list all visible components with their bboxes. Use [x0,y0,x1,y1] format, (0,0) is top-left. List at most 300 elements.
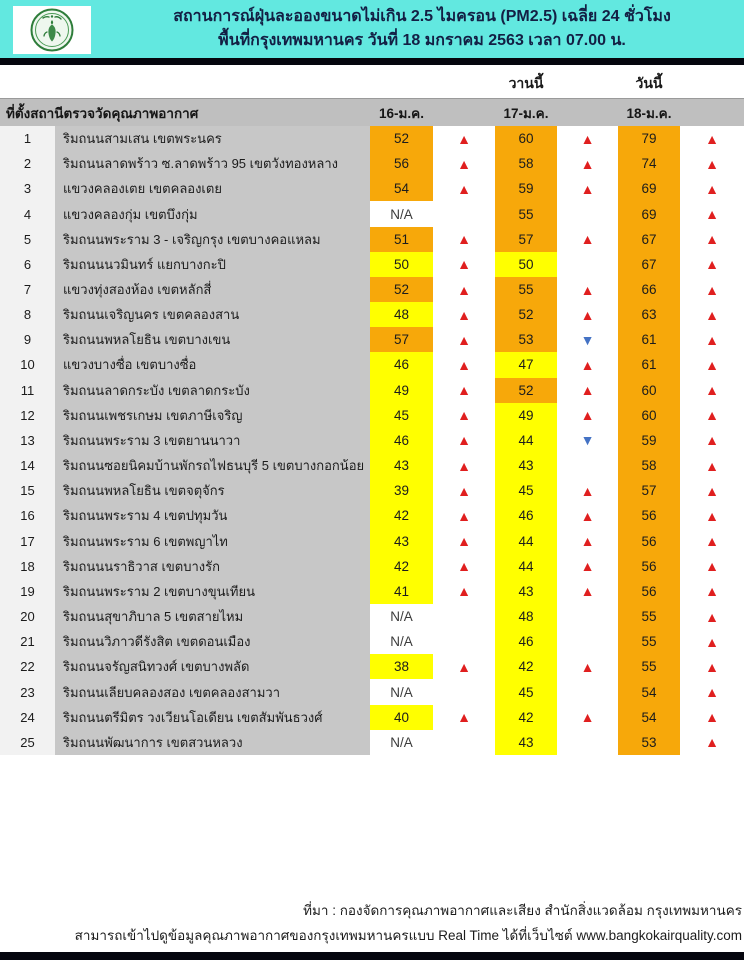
up-arrow-icon: ▲ [705,507,719,524]
report-footer [0,898,744,952]
row-number: 9 [0,327,55,352]
pm25-value-16jan: 51 [370,227,433,252]
pm25-value-16jan: 40 [370,705,433,730]
station-name: ริมถนนพระราม 6 เขตพญาไท [55,529,370,554]
up-arrow-icon: ▲ [457,482,471,499]
trend-up-icon [557,151,618,176]
trend-up-icon [680,126,744,151]
row-number: 23 [0,679,55,704]
pm25-value-17jan: 55 [495,277,557,302]
up-arrow-icon: ▲ [705,407,719,424]
up-arrow-icon: ▲ [457,155,471,172]
pm25-value-16jan: 48 [370,302,433,327]
trend-up-icon [433,176,495,201]
row-number: 18 [0,554,55,579]
up-arrow-icon: ▲ [580,281,595,298]
up-arrow-icon: ▲ [457,356,471,373]
trend-up-icon [433,302,495,327]
trend-none [433,201,495,226]
pm25-value-17jan: 45 [495,478,557,503]
table-row [0,478,744,503]
station-name: ริมถนนเพชรเกษม เขตภาษีเจริญ [55,403,370,428]
trend-up-icon [680,176,744,201]
today-label: วันนี้ [635,75,663,91]
trend-up-icon [680,378,744,403]
trend-up-icon [680,302,744,327]
pm25-value-18jan: 56 [618,529,680,554]
table-row [0,503,744,528]
pm25-value-18jan: 56 [618,554,680,579]
trend-none [557,453,618,478]
station-name: ริมถนนเลียบคลองสอง เขตคลองสามวา [55,679,370,704]
pm25-value-16jan: N/A [370,629,433,654]
trend-up-icon [557,378,618,403]
station-name: ริมถนนนราธิวาส เขตบางรัก [55,554,370,579]
bottom-divider [0,952,744,960]
trend-up-icon [557,705,618,730]
bma-seal-icon [30,8,74,52]
up-arrow-icon: ▲ [705,231,719,248]
title-line-2: พื้นที่กรุงเทพมหานคร วันที่ 18 มกราคม 2563 เวลา 07.00 น. [218,31,626,49]
trend-up-icon [680,604,744,629]
up-arrow-icon: ▲ [580,658,595,675]
row-number: 25 [0,730,55,755]
pm25-value-18jan: 55 [618,604,680,629]
trend-up-icon [433,403,495,428]
up-arrow-icon: ▲ [580,306,595,323]
station-name: ริมถนนตรีมิตร วงเวียนโอเดียน เขตสัมพันธวงศ์ [55,705,370,730]
day-group-header [0,65,744,98]
pm25-value-17jan: 44 [495,428,557,453]
pm25-value-16jan: N/A [370,730,433,755]
up-arrow-icon: ▲ [705,684,719,701]
top-divider [0,58,744,65]
trend-up-icon [680,503,744,528]
up-arrow-icon: ▲ [705,583,719,600]
pm25-value-18jan: 61 [618,327,680,352]
trend-up-icon [680,428,744,453]
title-line-1: สถานการณ์ฝุ่นละอองขนาดไม่เกิน 2.5 ไมครอน (PM2.5) เฉลี่ย 24 ชั่วโมง [173,7,671,25]
table-row [0,604,744,629]
pm25-value-18jan: 60 [618,403,680,428]
station-name: ริมถนนสุขาภิบาล 5 เขตสายไหม [55,604,370,629]
up-arrow-icon: ▲ [705,533,719,550]
up-arrow-icon: ▲ [457,231,471,248]
pm25-value-18jan: 54 [618,679,680,704]
trend-up-icon [680,227,744,252]
station-name: แขวงคลองเตย เขตคลองเตย [55,176,370,201]
trend-up-icon [433,378,495,403]
trend-up-icon [433,227,495,252]
trend-up-icon [680,478,744,503]
up-arrow-icon: ▲ [457,407,471,424]
pm25-value-16jan: 45 [370,403,433,428]
pm25-value-18jan: 69 [618,176,680,201]
trend-up-icon [557,529,618,554]
pm25-value-18jan: 57 [618,478,680,503]
pm25-value-18jan: 59 [618,428,680,453]
up-arrow-icon: ▲ [457,256,471,273]
bottom-whitespace [0,755,744,898]
station-name: ริมถนนวิภาวดีรังสิต เขตดอนเมือง [55,629,370,654]
trend-up-icon [557,654,618,679]
up-arrow-icon: ▲ [580,709,595,726]
pm25-value-17jan: 46 [495,503,557,528]
trend-none [433,730,495,755]
pm25-value-17jan: 52 [495,302,557,327]
up-arrow-icon: ▲ [580,382,595,399]
table-row [0,453,744,478]
realtime-website-note: สามารถเข้าไปดูข้อมูลคุณภาพอากาศของกรุงเทพมหานครแบบ Real Time ได้ที่เว็บไซต์ www.bangkokairquality.com [74,928,742,943]
trend-up-icon [680,654,744,679]
table-row [0,302,744,327]
pm25-value-17jan: 44 [495,529,557,554]
table-column-header [0,98,744,126]
up-arrow-icon: ▲ [580,130,595,147]
table-row [0,629,744,654]
up-arrow-icon: ▲ [457,709,471,726]
row-number: 1 [0,126,55,151]
row-number: 17 [0,529,55,554]
bma-logo-box [13,6,91,54]
table-row [0,554,744,579]
station-name: ริมถนนนวมินทร์ แยกบางกะปิ [55,252,370,277]
pm25-value-17jan: 53 [495,327,557,352]
up-arrow-icon: ▲ [580,583,595,600]
trend-up-icon [557,554,618,579]
pm25-value-17jan: 44 [495,554,557,579]
up-arrow-icon: ▲ [705,256,719,273]
station-name: ริมถนนจรัญสนิทวงศ์ เขตบางพลัด [55,654,370,679]
pm25-value-18jan: 69 [618,201,680,226]
pm25-value-18jan: 54 [618,705,680,730]
row-number: 2 [0,151,55,176]
trend-up-icon [433,554,495,579]
pm25-value-17jan: 59 [495,176,557,201]
pm25-value-16jan: 52 [370,126,433,151]
pm25-value-16jan: 54 [370,176,433,201]
pm25-value-17jan: 45 [495,679,557,704]
row-number: 3 [0,176,55,201]
up-arrow-icon: ▲ [457,507,471,524]
trend-up-icon [680,579,744,604]
station-name: ริมถนนพระราม 3 - เจริญกรุง เขตบางคอแหลม [55,227,370,252]
table-row [0,151,744,176]
up-arrow-icon: ▲ [705,306,719,323]
table-row [0,227,744,252]
up-arrow-icon: ▲ [705,382,719,399]
trend-up-icon [433,705,495,730]
row-number: 19 [0,579,55,604]
station-rows [0,126,744,755]
row-number: 4 [0,201,55,226]
up-arrow-icon: ▲ [705,432,719,449]
pm25-value-18jan: 55 [618,629,680,654]
up-arrow-icon: ▲ [457,331,471,348]
trend-up-icon [433,529,495,554]
up-arrow-icon: ▲ [705,180,719,197]
row-number: 24 [0,705,55,730]
up-arrow-icon: ▲ [457,382,471,399]
pm25-value-18jan: 74 [618,151,680,176]
up-arrow-icon: ▲ [705,709,719,726]
up-arrow-icon: ▲ [705,356,719,373]
up-arrow-icon: ▲ [705,130,719,147]
pm25-value-16jan: 39 [370,478,433,503]
up-arrow-icon: ▲ [457,281,471,298]
trend-up-icon [680,554,744,579]
station-name: ริมถนนพระราม 2 เขตบางขุนเทียน [55,579,370,604]
station-name: ริมถนนพระราม 3 เขตยานนาวา [55,428,370,453]
row-number: 6 [0,252,55,277]
up-arrow-icon: ▲ [705,482,719,499]
table-row [0,176,744,201]
trend-up-icon [680,277,744,302]
table-row [0,705,744,730]
pm25-value-17jan: 55 [495,201,557,226]
trend-up-icon [433,453,495,478]
trend-up-icon [557,176,618,201]
pm25-value-16jan: 43 [370,529,433,554]
pm25-value-17jan: 43 [495,579,557,604]
up-arrow-icon: ▲ [705,558,719,575]
pm25-value-16jan: 50 [370,252,433,277]
up-arrow-icon: ▲ [705,734,719,751]
row-number: 16 [0,503,55,528]
trend-up-icon [557,227,618,252]
pm25-value-17jan: 47 [495,352,557,377]
up-arrow-icon: ▲ [705,155,719,172]
up-arrow-icon: ▲ [457,457,471,474]
trend-up-icon [557,503,618,528]
source-credit: ที่มา : กองจัดการคุณภาพอากาศและเสียง สำนักสิ่งแวดล้อม กรุงเทพมหานคร [303,903,742,918]
table-row [0,679,744,704]
station-name: แขวงบางซื่อ เขตบางซื่อ [55,352,370,377]
pm25-value-16jan: 46 [370,428,433,453]
up-arrow-icon: ▲ [580,180,595,197]
pm25-value-17jan: 58 [495,151,557,176]
pm25-value-16jan: 57 [370,327,433,352]
row-number: 7 [0,277,55,302]
trend-up-icon [680,327,744,352]
pm25-value-16jan: N/A [370,201,433,226]
pm25-value-17jan: 57 [495,227,557,252]
station-name: ริมถนนซอยนิคมบ้านพักรถไฟธนบุรี 5 เขตบางกอกน้อย [55,453,370,478]
pm25-value-18jan: 53 [618,730,680,755]
pm25-value-17jan: 43 [495,453,557,478]
table-row [0,378,744,403]
row-number: 5 [0,227,55,252]
up-arrow-icon: ▲ [580,231,595,248]
pm25-value-16jan: 41 [370,579,433,604]
pm25-value-18jan: 67 [618,227,680,252]
table-row [0,428,744,453]
pm25-value-18jan: 60 [618,378,680,403]
pm25-value-18jan: 63 [618,302,680,327]
up-arrow-icon: ▲ [580,507,595,524]
pm25-value-18jan: 55 [618,654,680,679]
pm25-value-18jan: 56 [618,503,680,528]
pm25-value-17jan: 43 [495,730,557,755]
trend-up-icon [433,654,495,679]
table-row [0,579,744,604]
table-row [0,126,744,151]
report-banner [0,0,744,58]
pm25-value-17jan: 60 [495,126,557,151]
up-arrow-icon: ▲ [457,533,471,550]
up-arrow-icon: ▲ [580,558,595,575]
up-arrow-icon: ▲ [580,155,595,172]
pm25-value-17jan: 46 [495,629,557,654]
trend-none [557,252,618,277]
pm25-value-16jan: 56 [370,151,433,176]
up-arrow-icon: ▲ [705,331,719,348]
up-arrow-icon: ▲ [705,281,719,298]
table-row [0,529,744,554]
trend-up-icon [680,201,744,226]
up-arrow-icon: ▲ [580,356,595,373]
trend-none [557,604,618,629]
row-number: 14 [0,453,55,478]
trend-up-icon [557,579,618,604]
table-row [0,327,744,352]
row-number: 10 [0,352,55,377]
pm25-value-18jan: 67 [618,252,680,277]
row-number: 20 [0,604,55,629]
trend-up-icon [433,252,495,277]
trend-up-icon [433,503,495,528]
trend-up-icon [680,453,744,478]
station-name: ริมถนนพหลโยธิน เขตบางเขน [55,327,370,352]
trend-up-icon [680,252,744,277]
date-header-17jan: 17-ม.ค. [503,105,549,121]
pm25-value-16jan: 43 [370,453,433,478]
pm25-value-18jan: 58 [618,453,680,478]
pm25-value-18jan: 79 [618,126,680,151]
down-arrow-icon: ▼ [580,331,595,348]
up-arrow-icon: ▲ [457,306,471,323]
trend-up-icon [557,277,618,302]
pm25-value-17jan: 52 [495,378,557,403]
row-number: 11 [0,378,55,403]
table-row [0,252,744,277]
trend-none [557,730,618,755]
up-arrow-icon: ▲ [457,558,471,575]
trend-none [433,604,495,629]
trend-none [433,629,495,654]
trend-none [557,679,618,704]
trend-up-icon [557,302,618,327]
pm25-value-18jan: 66 [618,277,680,302]
trend-up-icon [433,151,495,176]
row-number: 8 [0,302,55,327]
trend-up-icon [680,730,744,755]
pm25-value-17jan: 50 [495,252,557,277]
up-arrow-icon: ▲ [457,180,471,197]
pm25-value-18jan: 61 [618,352,680,377]
up-arrow-icon: ▲ [580,482,595,499]
up-arrow-icon: ▲ [705,206,719,223]
row-number: 15 [0,478,55,503]
trend-none [433,679,495,704]
trend-up-icon [433,126,495,151]
pm25-value-18jan: 56 [618,579,680,604]
up-arrow-icon: ▲ [457,583,471,600]
trend-up-icon [557,126,618,151]
down-arrow-icon: ▼ [580,432,595,449]
up-arrow-icon: ▲ [705,608,719,625]
row-number: 12 [0,403,55,428]
row-number: 13 [0,428,55,453]
up-arrow-icon: ▲ [580,407,595,424]
pm25-value-17jan: 42 [495,705,557,730]
trend-up-icon [557,403,618,428]
station-name: แขวงทุ่งสองห้อง เขตหลักสี่ [55,277,370,302]
pm25-value-16jan: 42 [370,503,433,528]
table-row [0,403,744,428]
station-name: ริมถนนสามเสน เขตพระนคร [55,126,370,151]
table-row [0,201,744,226]
pm25-value-17jan: 42 [495,654,557,679]
up-arrow-icon: ▲ [580,533,595,550]
up-arrow-icon: ▲ [705,633,719,650]
pm25-value-16jan: 49 [370,378,433,403]
station-name: ริมถนนลาดพร้าว ซ.ลาดพร้าว 95 เขตวังทองหลาง [55,151,370,176]
trend-up-icon [680,705,744,730]
trend-down-icon [557,327,618,352]
table-row [0,277,744,302]
trend-up-icon [433,579,495,604]
trend-up-icon [433,428,495,453]
table-row [0,730,744,755]
trend-up-icon [433,352,495,377]
trend-down-icon [557,428,618,453]
trend-up-icon [557,478,618,503]
station-name: ริมถนนพัฒนาการ เขตสวนหลวง [55,730,370,755]
pm25-value-16jan: 38 [370,654,433,679]
station-column-header: ที่ตั้งสถานีตรวจวัดคุณภาพอากาศ [6,105,199,121]
pm25-value-16jan: 42 [370,554,433,579]
station-name: ริมถนนพระราม 4 เขตปทุมวัน [55,503,370,528]
up-arrow-icon: ▲ [705,457,719,474]
trend-up-icon [680,403,744,428]
trend-up-icon [433,478,495,503]
date-header-16jan: 16-ม.ค. [379,105,424,121]
trend-up-icon [680,629,744,654]
trend-none [557,201,618,226]
yesterday-label: วานนี้ [508,75,544,91]
table-row [0,654,744,679]
up-arrow-icon: ▲ [457,130,471,147]
station-name: ริมถนนลาดกระบัง เขตลาดกระบัง [55,378,370,403]
pm25-value-16jan: N/A [370,679,433,704]
trend-up-icon [680,679,744,704]
trend-up-icon [557,352,618,377]
pm25-value-16jan: N/A [370,604,433,629]
pm25-value-17jan: 48 [495,604,557,629]
pm25-value-17jan: 49 [495,403,557,428]
station-name: แขวงคลองกุ่ม เขตบึงกุ่ม [55,201,370,226]
row-number: 21 [0,629,55,654]
station-name: ริมถนนเจริญนคร เขตคลองสาน [55,302,370,327]
station-name: ริมถนนพหลโยธิน เขตจตุจักร [55,478,370,503]
pm25-value-16jan: 46 [370,352,433,377]
trend-up-icon [433,277,495,302]
table-row [0,352,744,377]
up-arrow-icon: ▲ [457,432,471,449]
trend-up-icon [680,151,744,176]
trend-up-icon [680,529,744,554]
